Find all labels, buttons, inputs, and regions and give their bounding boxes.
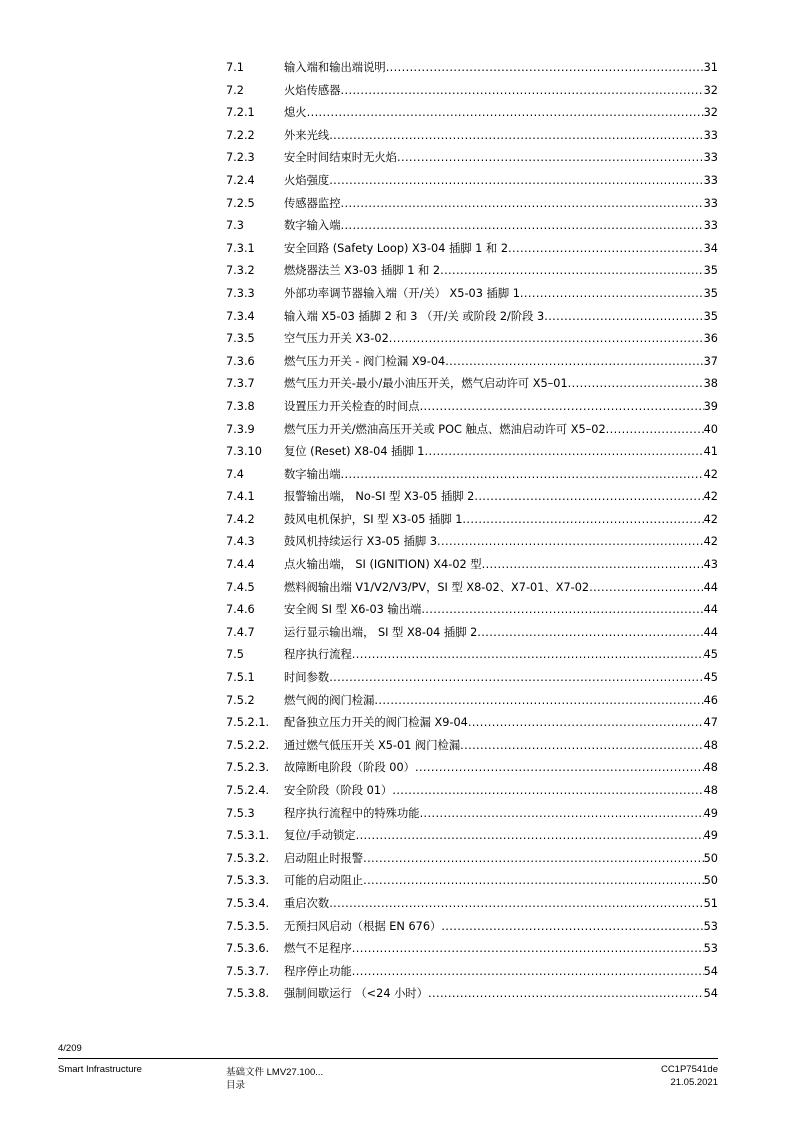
toc-entry[interactable] xyxy=(226,690,718,713)
toc-entry-line xyxy=(284,396,718,419)
dot-leader xyxy=(389,328,704,351)
toc-entry[interactable] xyxy=(226,419,718,442)
toc-entry[interactable] xyxy=(226,238,718,261)
toc-entry-title[interactable]: 点火输出端， SI (IGNITION) X4-02 型 xyxy=(284,558,482,572)
dot-leader xyxy=(428,983,704,1006)
toc-entry-page[interactable]: 35 xyxy=(703,309,718,323)
toc-entry-line xyxy=(284,803,718,826)
toc-entry[interactable] xyxy=(226,735,718,758)
dot-leader xyxy=(386,57,704,80)
dot-leader xyxy=(508,238,704,261)
toc-entry-number: 7.2.5 xyxy=(226,196,255,210)
dot-leader xyxy=(425,441,704,464)
toc-entry-number: 7.2.3 xyxy=(226,151,255,165)
toc-entry-line xyxy=(284,260,718,283)
toc-entry-number: 7.5 xyxy=(226,648,244,662)
toc-entry-page[interactable]: 32 xyxy=(703,83,718,97)
toc-entry-page[interactable]: 44 xyxy=(703,625,718,639)
toc-entry-number: 7.5.2.2. xyxy=(226,738,270,752)
toc-entry-title[interactable]: 强制间歇运行 （<24 小时） xyxy=(284,987,428,1001)
toc-entry[interactable] xyxy=(226,464,718,487)
toc-entry-number: 7.5.3 xyxy=(226,806,255,820)
toc-entry-title[interactable]: 安全阀 SI 型 X6-03 输出端 xyxy=(284,603,422,617)
dot-leader xyxy=(356,825,704,848)
toc-entry-line xyxy=(284,328,718,351)
toc-entry-page[interactable]: 46 xyxy=(703,693,718,707)
dot-leader xyxy=(329,125,703,148)
toc-entry-title[interactable]: 复位/手动锁定 xyxy=(284,829,356,843)
toc-entry-title[interactable]: 运行显示输出端， SI 型 X8-04 插脚 2 xyxy=(284,625,478,639)
toc-entry-title[interactable]: 配备独立压力开关的阀门检漏 X9-04 xyxy=(284,716,468,730)
toc-entry-line xyxy=(284,893,718,916)
toc-entry-line xyxy=(284,102,718,125)
toc-entry-title[interactable]: 程序执行流程中的特殊功能 xyxy=(284,806,420,820)
dot-leader xyxy=(460,735,704,758)
toc-entry-page[interactable]: 47 xyxy=(703,716,718,730)
dot-leader xyxy=(421,599,703,622)
toc-entry-title[interactable]: 无预扫风启动（根据 EN 676） xyxy=(284,919,442,933)
toc-entry-title[interactable]: 复位 (Reset) X8-04 插脚 1 xyxy=(284,445,425,459)
toc-entry-number: 7.5.3.3. xyxy=(226,874,270,888)
toc-entry[interactable] xyxy=(226,577,718,600)
toc-entry-page[interactable]: 38 xyxy=(703,377,718,391)
toc-entry-line xyxy=(284,283,718,306)
dot-leader xyxy=(544,306,703,329)
dot-leader xyxy=(441,916,703,939)
toc-entry[interactable] xyxy=(226,599,718,622)
toc-entry-page[interactable]: 49 xyxy=(703,806,718,820)
footer-section: 目录 xyxy=(226,1080,246,1091)
toc-entry[interactable] xyxy=(226,780,718,803)
toc-entry-line xyxy=(284,757,718,780)
footer-date: 21.05.2021 xyxy=(670,1077,718,1088)
toc-entry-number: 7.2.2 xyxy=(226,128,255,142)
toc-entry-title[interactable]: 外来光线 xyxy=(284,128,330,142)
toc-entry-line xyxy=(284,916,718,939)
toc-entry-page[interactable]: 33 xyxy=(703,151,718,165)
toc-entry-number: 7.5.3.2. xyxy=(226,851,270,865)
toc-entry-number: 7.5.3.1. xyxy=(226,829,270,843)
toc-entry[interactable] xyxy=(226,667,718,690)
toc-entry-line xyxy=(284,125,718,148)
toc-entry-number: 7.4.2 xyxy=(226,512,255,526)
toc-entry-page[interactable]: 34 xyxy=(703,241,718,255)
dot-leader xyxy=(329,893,703,916)
toc-entry-number: 7.5.2.1. xyxy=(226,716,270,730)
toc-entry-line xyxy=(284,825,718,848)
toc-entry-number: 7.5.3.5. xyxy=(226,919,270,933)
toc-entry-page[interactable]: 44 xyxy=(703,580,718,594)
toc-entry-number: 7.5.2.4. xyxy=(226,784,270,797)
toc-entry-line xyxy=(284,306,718,329)
toc-entry-number: 7.5.2.3. xyxy=(226,761,270,775)
toc-entry-line xyxy=(284,57,718,80)
toc-entry-title[interactable]: 启动阻止时报警 xyxy=(284,851,364,865)
dot-leader xyxy=(589,577,704,600)
toc-entry[interactable] xyxy=(226,509,718,532)
toc-entry-page[interactable]: 45 xyxy=(703,648,718,662)
dot-leader xyxy=(420,803,704,826)
toc-entry-page[interactable]: 50 xyxy=(703,851,718,865)
toc-entry-title[interactable]: 程序执行流程 xyxy=(284,648,352,662)
dot-leader xyxy=(363,848,704,871)
toc-entry-title[interactable]: 燃气不足程序 xyxy=(284,942,352,956)
toc-entry-line xyxy=(284,147,718,170)
toc-entry-title[interactable]: 火焰传感器 xyxy=(284,83,341,97)
dot-leader xyxy=(307,102,704,125)
toc-entry-page[interactable]: 54 xyxy=(703,987,718,1001)
toc-entry-number: 7.2.4 xyxy=(226,173,255,187)
toc-entry[interactable] xyxy=(226,396,718,419)
toc-entry-page[interactable]: 33 xyxy=(703,219,718,233)
toc-entry-page[interactable]: 33 xyxy=(703,173,718,187)
toc-entry-title[interactable]: 传感器监控 xyxy=(284,196,341,210)
toc-entry-number: 7.3.7 xyxy=(226,377,255,391)
toc-entry[interactable] xyxy=(226,622,718,645)
toc-entry-page[interactable]: 51 xyxy=(703,896,718,910)
toc-entry-line xyxy=(284,961,718,984)
table-of-contents xyxy=(226,57,718,1006)
dot-leader xyxy=(392,780,703,803)
toc-entry-line xyxy=(284,238,718,261)
toc-entry[interactable] xyxy=(226,803,718,826)
toc-entry[interactable] xyxy=(226,916,718,939)
toc-entry[interactable] xyxy=(226,328,718,351)
toc-entry-number: 7.4.7 xyxy=(226,625,255,639)
toc-entry-page[interactable]: 31 xyxy=(703,61,718,74)
toc-entry-number: 7.5.3.4. xyxy=(226,896,270,910)
toc-entry-page[interactable]: 42 xyxy=(703,490,718,504)
toc-entry-title[interactable]: 重启次数 xyxy=(284,896,330,910)
toc-entry[interactable] xyxy=(226,870,718,893)
toc-entry-number: 7.3 xyxy=(226,219,244,233)
toc-entry-number: 7.3.6 xyxy=(226,354,255,368)
toc-entry[interactable] xyxy=(226,441,718,464)
toc-entry-number: 7.4.1 xyxy=(226,490,255,504)
toc-entry-title[interactable]: 安全回路 (Safety Loop) X3-04 插脚 1 和 2 xyxy=(284,241,509,255)
toc-entry-page[interactable]: 50 xyxy=(703,874,718,888)
toc-entry-title[interactable]: 安全时间结束时无火焰 xyxy=(284,151,397,165)
toc-entry-number: 7.3.4 xyxy=(226,309,255,323)
toc-entry-line xyxy=(284,622,718,645)
toc-entry-page[interactable]: 35 xyxy=(703,264,718,278)
toc-entry-number: 7.3.8 xyxy=(226,399,255,413)
toc-entry-number: 7.4.3 xyxy=(226,535,255,549)
toc-entry-title[interactable]: 鼓风机持续运行 X3-05 插脚 3 xyxy=(284,535,438,549)
toc-entry[interactable] xyxy=(226,848,718,871)
toc-entry[interactable] xyxy=(226,57,718,80)
toc-entry[interactable] xyxy=(226,125,718,148)
toc-entry-title[interactable]: 数字输入端 xyxy=(284,219,341,233)
toc-entry-number: 7.2 xyxy=(226,83,244,97)
toc-entry-title[interactable]: 时间参数 xyxy=(284,671,330,685)
toc-entry-title[interactable]: 燃料阀输出端 V1/V2/V3/PV，SI 型 X8-02、X7-01、X7-02 xyxy=(284,580,590,594)
toc-entry-page[interactable]: 41 xyxy=(703,445,718,459)
toc-entry-title[interactable]: 燃气阀的阀门检漏 xyxy=(284,693,375,707)
dot-leader xyxy=(568,373,704,396)
toc-entry[interactable] xyxy=(226,80,718,103)
dot-leader xyxy=(445,351,703,374)
toc-entry-number: 7.1 xyxy=(226,61,244,74)
dot-leader xyxy=(474,486,703,509)
toc-entry-line xyxy=(284,215,718,238)
toc-entry-title[interactable]: 数字输出端 xyxy=(284,467,341,481)
toc-entry-line xyxy=(284,419,718,442)
toc-entry-title[interactable]: 鼓风电机保护，SI 型 X3-05 插脚 1 xyxy=(284,512,463,526)
toc-entry-line xyxy=(284,735,718,758)
footer-document-title: 基础文件 LMV27.100... xyxy=(226,1067,324,1078)
toc-entry-line xyxy=(284,193,718,216)
footer-company: Smart Infrastructure xyxy=(58,1064,142,1075)
toc-entry-line xyxy=(284,486,718,509)
dot-leader xyxy=(341,215,704,238)
dot-leader xyxy=(352,938,704,961)
toc-entry-line xyxy=(284,667,718,690)
dot-leader xyxy=(477,622,703,645)
toc-entry-page[interactable]: 33 xyxy=(703,196,718,210)
toc-entry[interactable] xyxy=(226,351,718,374)
toc-entry[interactable] xyxy=(226,486,718,509)
toc-entry-title[interactable]: 设置压力开关检查的时间点 xyxy=(284,399,420,413)
dot-leader xyxy=(374,690,703,713)
toc-entry-number: 7.3.9 xyxy=(226,422,255,436)
dot-leader xyxy=(341,80,704,103)
toc-entry-line xyxy=(284,983,718,1006)
toc-entry-line xyxy=(284,712,718,735)
toc-entry[interactable] xyxy=(226,215,718,238)
dot-leader xyxy=(420,396,704,419)
dot-leader xyxy=(437,531,704,554)
toc-entry-line xyxy=(284,531,718,554)
toc-entry-line xyxy=(284,170,718,193)
dot-leader xyxy=(415,757,704,780)
toc-entry-number: 7.3.10 xyxy=(226,445,262,459)
toc-entry[interactable] xyxy=(226,283,718,306)
toc-entry-number: 7.4 xyxy=(226,467,244,481)
dot-leader xyxy=(363,870,704,893)
toc-entry-page[interactable]: 48 xyxy=(703,784,718,797)
toc-entry-number: 7.4.6 xyxy=(226,603,255,617)
toc-entry-page[interactable]: 39 xyxy=(703,399,718,413)
toc-entry[interactable] xyxy=(226,644,718,667)
toc-entry-line xyxy=(284,441,718,464)
toc-entry-page[interactable]: 33 xyxy=(703,128,718,142)
toc-entry[interactable] xyxy=(226,938,718,961)
toc-entry-number: 7.5.2 xyxy=(226,693,255,707)
toc-entry-number: 7.4.4 xyxy=(226,558,255,572)
toc-entry-title[interactable]: 输入端 X5-03 插脚 2 和 3 （开/关 或阶段 2/阶段 3 xyxy=(284,309,545,323)
toc-entry-title[interactable]: 燃气压力开关 - 阀门检漏 X9-04 xyxy=(284,354,446,368)
dot-leader xyxy=(352,644,704,667)
toc-entry-line xyxy=(284,554,718,577)
toc-entry[interactable] xyxy=(226,893,718,916)
toc-entry-number: 7.3.1 xyxy=(226,241,255,255)
dot-leader xyxy=(468,712,704,735)
dot-leader xyxy=(397,147,704,170)
dot-leader xyxy=(341,193,704,216)
toc-entry-page[interactable]: 35 xyxy=(703,286,718,300)
toc-entry-number: 7.3.3 xyxy=(226,286,255,300)
toc-entry-title[interactable]: 通过燃气低压开关 X5-01 阀门检漏 xyxy=(284,738,461,752)
toc-entry-page[interactable]: 54 xyxy=(703,964,718,978)
dot-leader xyxy=(329,170,703,193)
toc-entry[interactable] xyxy=(226,102,718,125)
toc-entry-page[interactable]: 48 xyxy=(703,761,718,775)
dot-leader xyxy=(329,667,703,690)
toc-entry-page[interactable]: 37 xyxy=(703,354,718,368)
toc-entry-page[interactable]: 42 xyxy=(703,535,718,549)
footer-divider xyxy=(58,1058,718,1059)
toc-entry-title[interactable]: 燃气压力开关/燃油高压开关或 POC 触点、燃油启动许可 X5–02 xyxy=(284,422,606,436)
dot-leader xyxy=(606,419,704,442)
dot-leader xyxy=(440,260,704,283)
toc-entry-number: 7.3.5 xyxy=(226,332,255,346)
toc-entry-page[interactable]: 44 xyxy=(703,603,718,617)
toc-entry-title[interactable]: 燃烧器法兰 X3-03 插脚 1 和 2 xyxy=(284,264,441,278)
toc-entry[interactable] xyxy=(226,531,718,554)
dot-leader xyxy=(482,554,704,577)
toc-entry[interactable] xyxy=(226,306,718,329)
toc-entry-page[interactable]: 36 xyxy=(703,332,718,346)
toc-entry-title[interactable]: 可能的启动阻止 xyxy=(284,874,364,888)
toc-entry-line xyxy=(284,373,718,396)
toc-entry-title[interactable]: 火焰强度 xyxy=(284,173,330,187)
toc-entry-title[interactable]: 输入端和输出端说明 xyxy=(284,61,386,74)
toc-entry-title[interactable]: 安全阶段（阶段 01） xyxy=(284,784,393,797)
toc-entry-page[interactable]: 53 xyxy=(703,919,718,933)
toc-entry-title[interactable]: 熄火 xyxy=(284,106,307,120)
toc-entry[interactable] xyxy=(226,170,718,193)
toc-entry-number: 7.5.3.7. xyxy=(226,964,270,978)
toc-entry-page[interactable]: 42 xyxy=(703,467,718,481)
toc-entry-number: 7.4.5 xyxy=(226,580,255,594)
toc-entry-line xyxy=(284,690,718,713)
toc-entry[interactable] xyxy=(226,712,718,735)
toc-entry[interactable] xyxy=(226,193,718,216)
toc-entry-number: 7.3.2 xyxy=(226,264,255,278)
toc-entry-page[interactable]: 49 xyxy=(703,829,718,843)
toc-entry-line xyxy=(284,780,718,803)
toc-entry-line xyxy=(284,870,718,893)
toc-entry-page[interactable]: 48 xyxy=(703,738,718,752)
footer-document-id: CC1P7541de xyxy=(660,1064,718,1075)
dot-leader xyxy=(341,464,704,487)
toc-entry-line xyxy=(284,848,718,871)
dot-leader xyxy=(520,283,704,306)
toc-entry-number: 7.5.3.6. xyxy=(226,942,270,956)
toc-entry-line xyxy=(284,644,718,667)
toc-entry-title[interactable]: 外部功率调节器输入端（开/关） X5-03 插脚 1 xyxy=(284,286,520,300)
toc-entry-line xyxy=(284,938,718,961)
toc-entry-title[interactable]: 燃气压力开关-最小/最小油压开关，燃气启动许可 X5–01 xyxy=(284,377,568,391)
toc-entry[interactable] xyxy=(226,260,718,283)
toc-entry[interactable] xyxy=(226,554,718,577)
toc-entry[interactable] xyxy=(226,757,718,780)
dot-leader xyxy=(462,509,703,532)
toc-entry-title[interactable]: 报警输出端， No-SI 型 X3-05 插脚 2 xyxy=(284,490,475,504)
toc-entry-line xyxy=(284,577,718,600)
toc-entry-page[interactable]: 45 xyxy=(703,671,718,685)
toc-entry-line xyxy=(284,599,718,622)
toc-entry[interactable] xyxy=(226,983,718,1006)
toc-entry-title[interactable]: 故障断电阶段（阶段 00） xyxy=(284,761,415,775)
toc-entry[interactable] xyxy=(226,961,718,984)
toc-entry-page[interactable]: 32 xyxy=(703,106,718,120)
toc-entry-number: 7.2.1 xyxy=(226,106,255,120)
toc-entry-line xyxy=(284,351,718,374)
toc-entry-title[interactable]: 程序停止功能 xyxy=(284,964,352,978)
toc-entry[interactable] xyxy=(226,825,718,848)
toc-entry[interactable] xyxy=(226,373,718,396)
toc-entry-line xyxy=(284,464,718,487)
toc-entry-page[interactable]: 42 xyxy=(703,512,718,526)
toc-entry-page[interactable]: 40 xyxy=(703,422,718,436)
toc-entry-number: 7.5.3.8. xyxy=(226,987,270,1001)
page-number: 4/209 xyxy=(58,1043,82,1054)
dot-leader xyxy=(352,961,704,984)
toc-entry-number: 7.5.1 xyxy=(226,671,255,685)
toc-entry-line xyxy=(284,509,718,532)
toc-entry-title[interactable]: 空气压力开关 X3-02 xyxy=(284,332,389,346)
toc-entry-page[interactable]: 53 xyxy=(703,942,718,956)
toc-entry-line xyxy=(284,80,718,103)
toc-entry[interactable] xyxy=(226,147,718,170)
toc-entry-page[interactable]: 43 xyxy=(703,558,718,572)
